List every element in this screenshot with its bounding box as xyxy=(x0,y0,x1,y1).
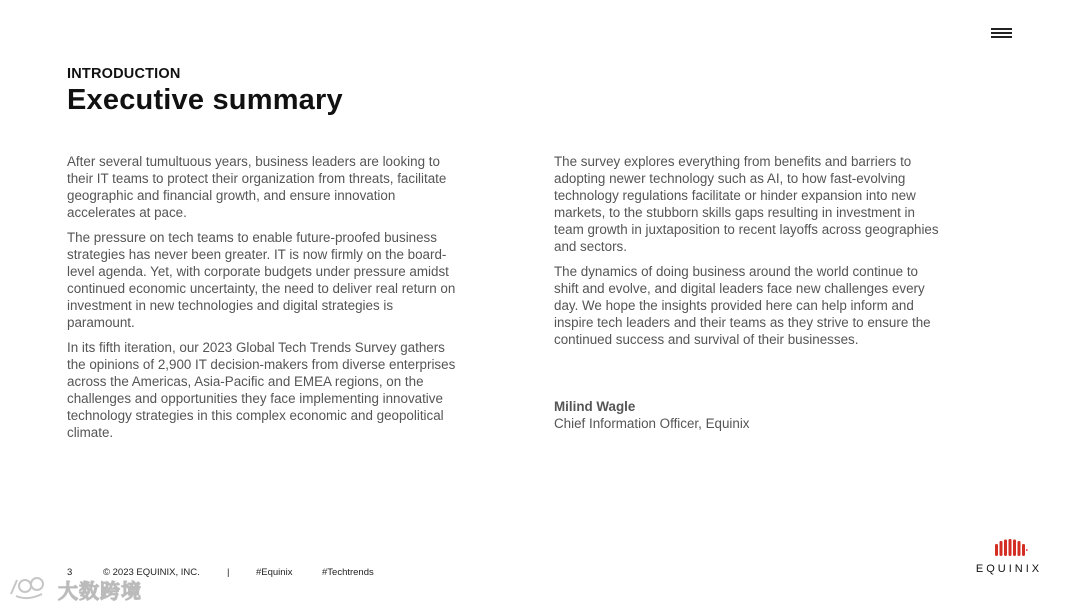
watermark xyxy=(8,572,148,602)
hamburger-menu-icon xyxy=(991,28,1012,30)
footer-separator: | xyxy=(227,567,230,578)
paragraph: The pressure on tech teams to enable future-proofed business strategies has never been greater. IT is now firmly on the board-level agenda. Yet, with corporate budgets under pressure amidst continued economic uncertainty, the need to deliver real return on investment in new technologies and digital strategies is paramount. xyxy=(67,230,456,330)
copyright: © 2023 EQUINIX, INC. xyxy=(103,567,200,578)
watermark-text: 大数跨境 xyxy=(58,581,142,603)
hashtag-techtrends[interactable]: #Techtrends xyxy=(322,567,374,578)
paragraph: The survey explores everything from benefits and barriers to adopting newer technology such as AI, to how fast-evolving technology regulations facilitate or hinder expansion into new markets, to the stubborn skills gaps resulting in investment in team growth in juxtaposition to recent layoffs across geographies and sectors. xyxy=(554,154,939,254)
page-number: 3 xyxy=(67,567,73,578)
equinix-logo-mark-icon xyxy=(994,538,1028,558)
equinix-logo[interactable] xyxy=(968,538,1050,580)
watermark-logo-icon xyxy=(8,574,50,600)
paragraph: In its fifth iteration, our 2023 Global Tech Trends Survey gathers the opinions of 2,900 IT decision-makers from diverse enterprises across the Americas, Asia-Pacific and EMEA regions, on the challenges and opportunities they face implementing innovative technology strategies in this complex economic and geopolitical climate. xyxy=(67,340,456,440)
right-column xyxy=(554,153,946,356)
left-column xyxy=(67,153,462,449)
hamburger-menu-icon xyxy=(991,32,1012,34)
hamburger-menu-icon xyxy=(991,36,1012,38)
paragraph: After several tumultuous years, business leaders are looking to their IT teams to protect their organization from threats, facilitate geographic and financial growth, and ensure innovation accelerates at pace. xyxy=(67,154,447,220)
page-title: Executive summary xyxy=(67,84,343,116)
section-eyebrow: INTRODUCTION xyxy=(67,66,181,82)
hashtag-equinix[interactable]: #Equinix xyxy=(256,567,293,578)
signature-role: Chief Information Officer, Equinix xyxy=(554,416,750,431)
menu-button[interactable] xyxy=(988,26,1014,42)
signature-name: Milind Wagle xyxy=(554,399,636,414)
signature-block xyxy=(554,398,750,432)
paragraph: The dynamics of doing business around the world continue to shift and evolve, and digital leaders face new challenges every day. We hope the insights provided here can help inform and inspire tech leaders and their teams as they strive to ensure the continued success and survival of their businesses. xyxy=(554,264,931,347)
logo-wordmark: EQUINIX xyxy=(975,563,1043,575)
